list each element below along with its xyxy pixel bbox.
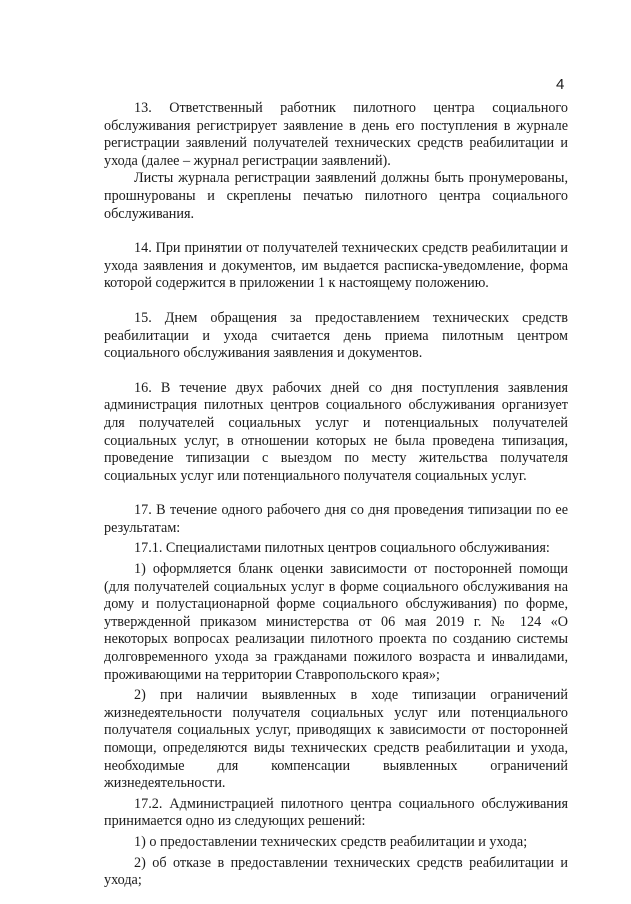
paragraph-17-2: 17.2. Администрацией пилотного центра социального обслуживания принимается одно из следующих решений: <box>104 795 568 830</box>
paragraph-17-2-item-2: 2) об отказе в предоставлении технических средств реабилитации и ухода; <box>104 854 568 889</box>
paragraph-17-2-item-1: 1) о предоставлении технических средств реабилитации и ухода; <box>134 833 528 850</box>
paragraph-17-1: 17.1. Специалистами пилотных центров социального обслуживания: <box>134 540 550 557</box>
page-number: 4 <box>556 76 565 93</box>
paragraph-14: 14. При принятии от получателей технических средств реабилитации и ухода заявления и документов, им выдается расписка-уведомление, форма которой содержится в приложении 1 к настоящему положению. <box>104 240 568 292</box>
paragraph-17: 17. В течение одного рабочего дня со дня проведения типизации по ее результатам: <box>104 502 568 536</box>
paragraph-17-1-item-2: 2) при наличии выявленных в ходе типизации ограничений жизнедеятельности получателя социальных услуг или потенциального получателя социальных услуг, приводящих к зависимости от посторонней помощи, определяются виды технических средств реабилитации и ухода, необходимые для компенсации выявленных ограничений жизнедеятельности. <box>104 687 568 792</box>
paragraph-13-journal-sheets: Листы журнала регистрации заявлений должны быть пронумерованы, прошнурованы и скреплены печатью пилотного центра социального обслуживания. <box>104 170 568 222</box>
paragraph-17-1-item-1: 1) оформляется бланк оценки зависимости от посторонней помощи (для получателей социальных услуг в форме социального обслуживания на дому и полустационарной форме социального обслуживания) по форме, утвержденной приказом министерства от 06 мая 2019 г. № 124 «О некоторых вопросах реализации пилотного проекта по созданию системы долговременного ухода за гражданами пожилого возраста и инвалидами, проживающими на территории Ставропольского края»; <box>104 561 568 683</box>
paragraph-15: 15. Днем обращения за предоставлением технических средств реабилитации и ухода считается день приема пилотным центром социального обслуживания заявления и документов. <box>104 309 568 362</box>
paragraph-16: 16. В течение двух рабочих дней со дня поступления заявления администрация пилотных центров социального обслуживания организует для получателей социальных услуг и потенциальных получателей социальных услуг, в отношении которых не была проведена типизация, проведение типизации с выездом по месту жительства получателя социальных услуг или потенциального получателя социальных услуг. <box>104 379 568 484</box>
document-body <box>104 100 568 890</box>
paragraph-13: 13. Ответственный работник пилотного центра социального обслуживания регистрирует заявление в день его поступления в журнале регистрации заявлений получателей технических средств реабилитации и ухода (далее – журнал регистрации заявлений). <box>104 100 568 169</box>
